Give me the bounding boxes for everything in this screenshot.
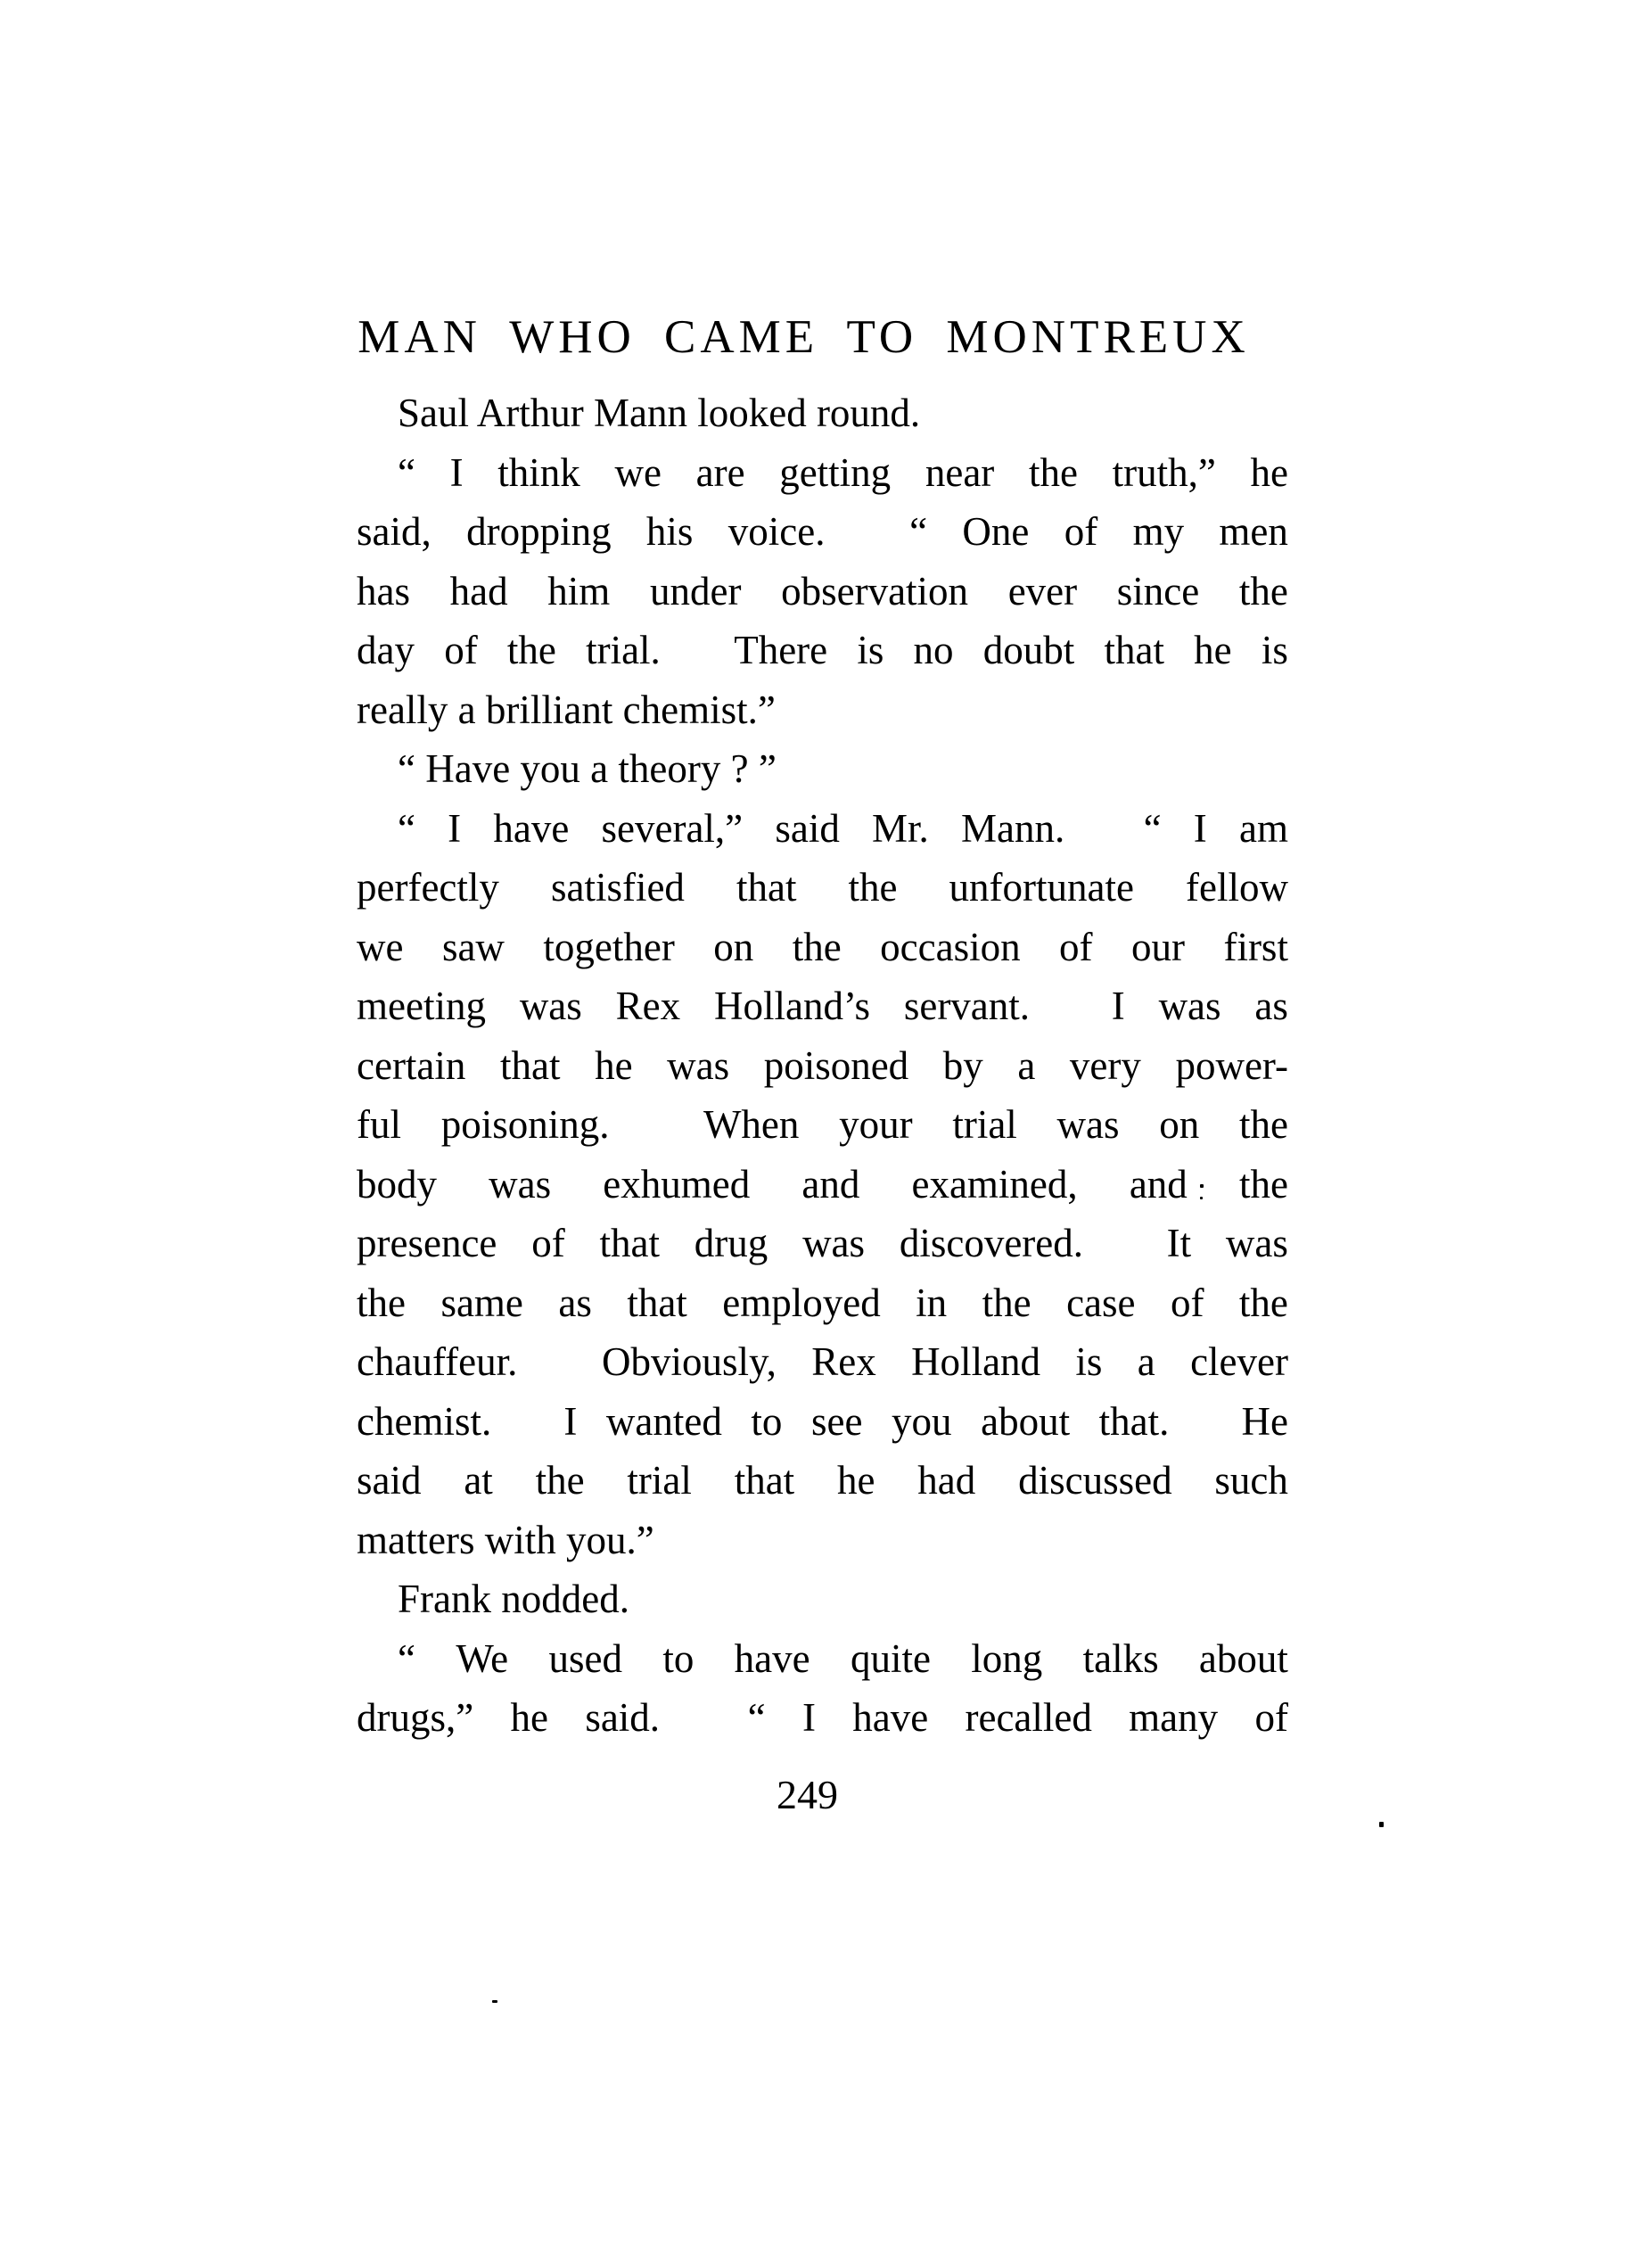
body-line: “ Have you a theory ? ” [398,746,777,791]
body-line: body was exhumed and examined, and the [357,1161,1288,1207]
body-line: day of the trial. There is no doubt that he is [357,628,1288,672]
ink-speck-colon-upper [1200,1184,1204,1188]
body-line: really a brilliant chemist.” [357,687,776,732]
body-line: presence of that drug was discovered. It was [357,1221,1288,1265]
body-line: “ I think we are getting near the truth,” he [398,449,1288,495]
running-header: MAN WHO CAME TO MONTREUX [358,311,1250,363]
page-number: 249 [777,1772,838,1817]
ink-speck-dash [492,2000,497,2003]
body-line: drugs,” he said. “ I have recalled many of [357,1695,1288,1740]
body-line: chauffeur. Obviously, Rex Holland is a clever [357,1339,1288,1384]
body-line: ful poisoning. When your trial was on the [357,1102,1288,1147]
body-line: said, dropping his voice. “ One of my men [357,509,1288,554]
ink-speck-colon-lower [1200,1197,1203,1199]
body-line: certain that he was poisoned by a very power- [357,1042,1288,1088]
body-line: meeting was Rex Holland’s servant. I was as [357,984,1288,1028]
body-line: perfectly satisfied that the unfortunate fellow [357,865,1288,910]
body-line: “ I have several,” said Mr. Mann. “ I am [398,805,1288,851]
body-line: we saw together on the occasion of our first [357,924,1288,969]
body-line: chemist. I wanted to see you about that. He [357,1398,1288,1444]
body-line: Frank nodded. [398,1577,629,1621]
ink-speck-dot [1379,1822,1384,1827]
body-text [357,383,1288,1748]
body-line: Saul Arthur Mann looked round. [398,391,921,435]
body-line: said at the trial that he had discussed such [357,1458,1288,1503]
body-line: “ We used to have quite long talks about [398,1635,1288,1681]
body-line: matters with you.” [357,1517,654,1562]
body-line: the same as that employed in the case of the [357,1280,1288,1325]
body-line: has had him under observation ever since the [357,568,1288,614]
